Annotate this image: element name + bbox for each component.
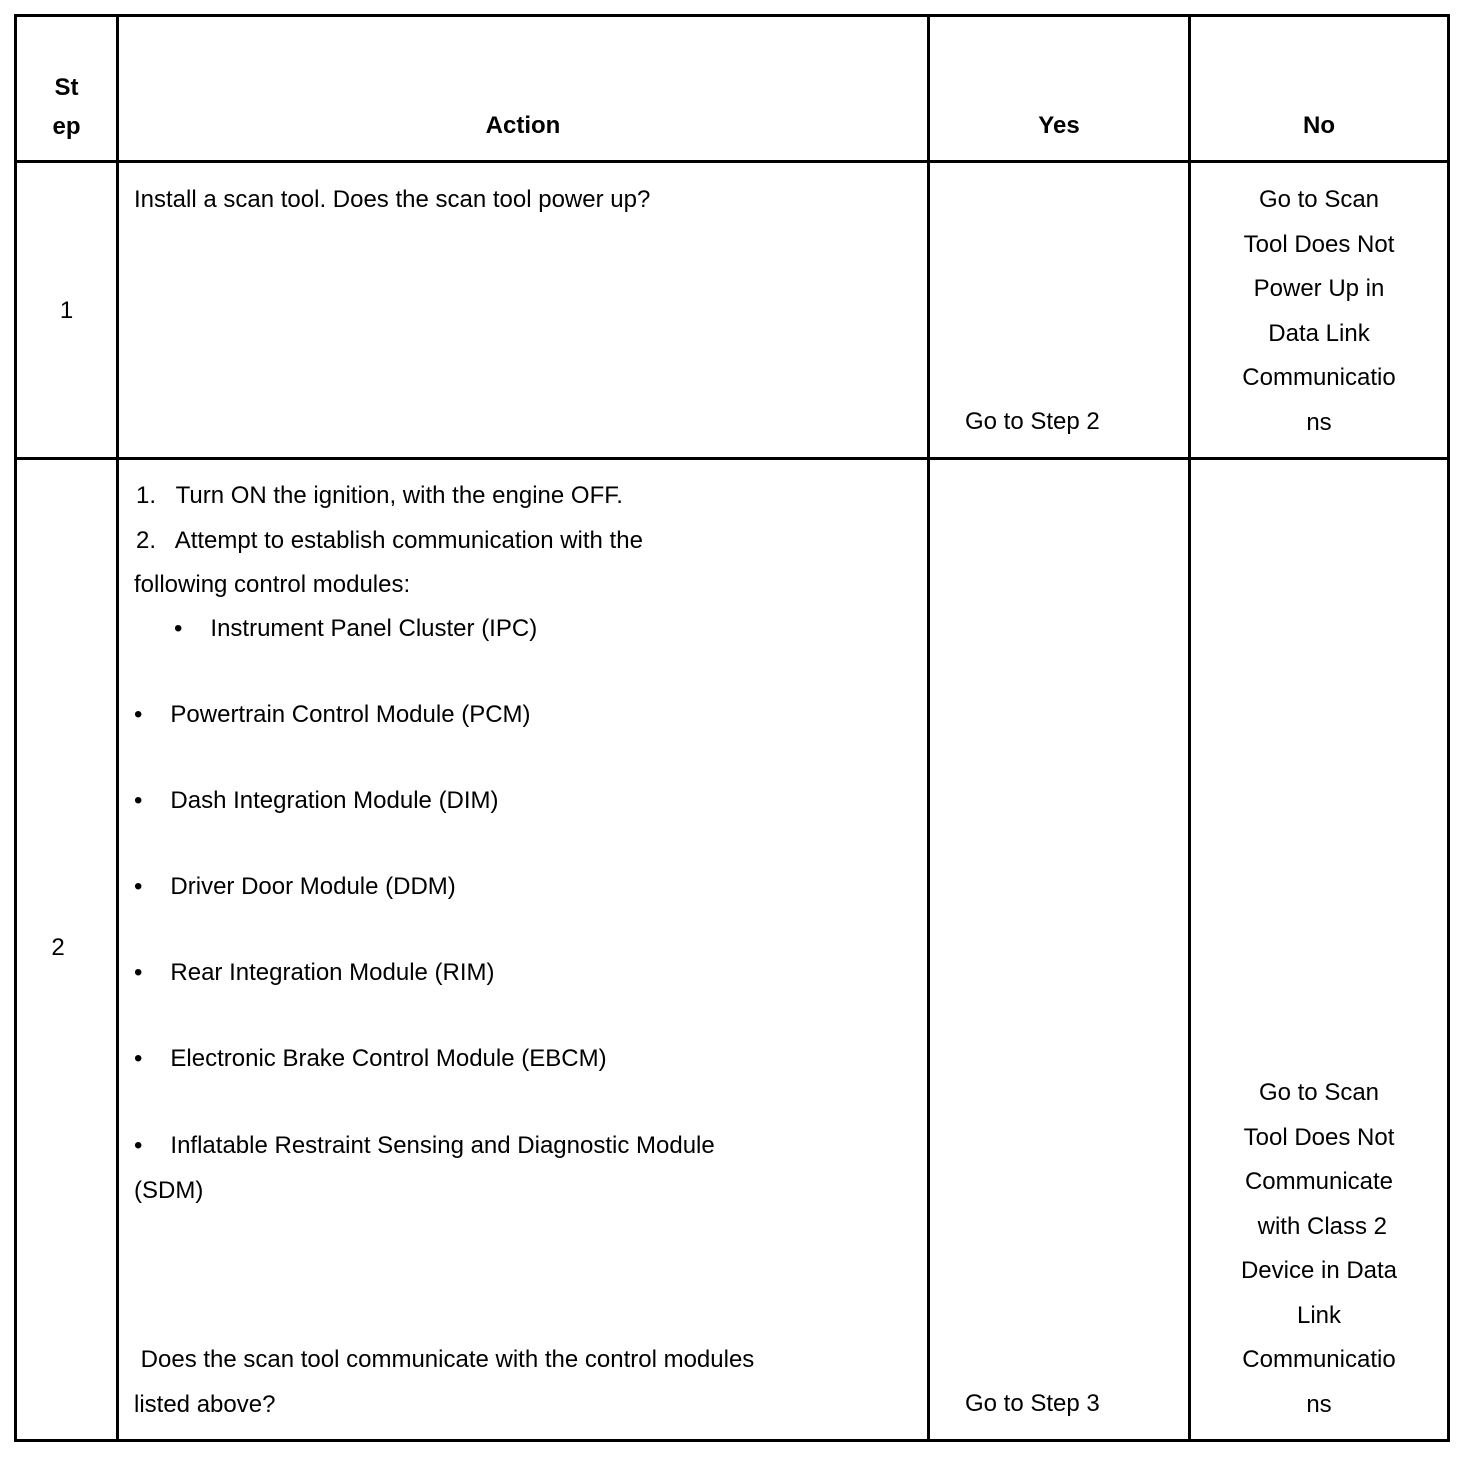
row2-no [1191,1071,1447,1427]
header-action: Action [485,112,561,139]
header-step-line1: St [54,74,79,101]
table-border-right [1447,14,1450,1442]
row2-instructions [134,474,643,608]
row2-no-line: Tool Does Not [1243,1123,1395,1151]
row1-yes: Go to Step 2 [965,408,1100,435]
row2-no-line: with Class 2 [1250,1212,1388,1240]
row1-no-line: ns [1306,408,1332,436]
row1-no-line: Data Link [1268,319,1370,347]
diagnostic-table [14,14,1450,1442]
header-divider [14,160,1450,163]
row2-yes: Go to Step 3 [965,1390,1100,1417]
bullet-icon: • [174,615,183,642]
row2-question [134,1338,754,1427]
row1-no [1191,178,1447,445]
module-item [174,607,537,652]
module-item [134,779,499,824]
bullet-icon: • [134,959,143,986]
table-border-top [14,14,1450,17]
module-item [134,1124,715,1213]
row1-step: 1 [59,297,74,324]
module-item [134,865,456,910]
bullet-icon: • [134,787,143,814]
row2-no-line: Go to Scan [1258,1079,1380,1106]
bullet-icon: • [134,701,143,728]
module-label-cont: (SDM) [134,1176,204,1204]
row2-no-line: Link [1296,1301,1342,1329]
module-item [134,693,531,738]
row1-action: Install a scan tool. Does the scan tool power up? [134,186,651,213]
row1-no-line: Go to Scan [1258,186,1380,213]
row2-step: 2 [51,934,65,961]
bullet-icon: • [134,873,143,900]
module-label: Driver Door Module (DDM) [170,873,456,900]
module-item [134,951,495,996]
module-label: Inflatable Restraint Sensing and Diagnostic Module [170,1132,715,1159]
table-border-left [14,14,17,1442]
table-border-bottom [14,1439,1450,1442]
header-step-line2: ep [52,113,81,140]
header-yes: Yes [1038,112,1080,139]
bullet-icon: • [134,1045,143,1072]
row1-no-line: Tool Does Not [1243,230,1395,258]
header-step [17,68,116,146]
bullet-icon: • [134,1132,143,1159]
instruction-1: 1. Turn ON the ignition, with the engine OFF. [136,482,623,509]
module-label: Rear Integration Module (RIM) [170,959,495,986]
row2-no-line: ns [1306,1390,1332,1418]
row2-no-line: Device in Data [1240,1257,1398,1284]
row1-no-line: Communicatio [1242,364,1396,391]
row2-no-line: Communicatio [1242,1346,1396,1373]
instruction-2-cont: following control modules: [134,571,411,598]
row1-no-line: Power Up in [1253,275,1385,302]
module-item [134,1037,607,1082]
module-label: Electronic Brake Control Module (EBCM) [170,1045,607,1072]
question-line2: listed above? [134,1390,276,1418]
row2-no-line: Communicate [1244,1168,1394,1195]
module-label: Instrument Panel Cluster (IPC) [210,615,538,642]
question-line1: Does the scan tool communicate with the control modules [134,1346,755,1373]
row-divider [14,457,1450,460]
instruction-2: 2. Attempt to establish communication with the [136,526,643,554]
module-label: Dash Integration Module (DIM) [170,787,499,814]
header-no: No [1303,112,1335,139]
module-label: Powertrain Control Module (PCM) [170,701,531,728]
column-divider-step [116,14,119,1442]
column-divider-action [927,14,930,1442]
